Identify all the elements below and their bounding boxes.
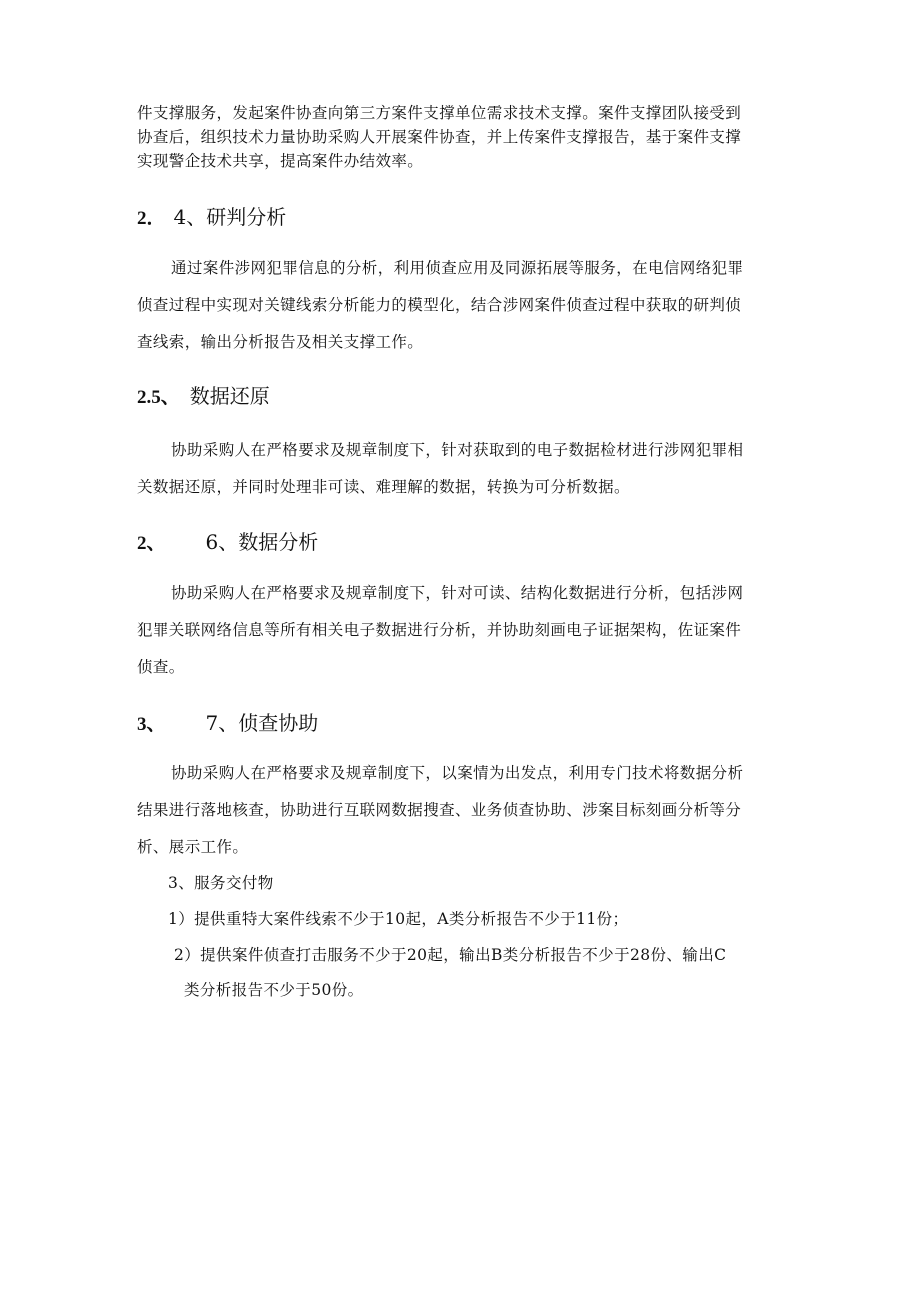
section-number: 2.5、 [137, 387, 180, 408]
paragraph-line: 实现警企技术共享，提高案件办结效率。 [137, 152, 424, 170]
section-paragraph [137, 432, 787, 506]
section-heading-2-4 [137, 203, 286, 233]
paragraph-line: 查线索，输出分析报告及相关支撑工作。 [137, 333, 424, 351]
paragraph-line: 侦查过程中实现对关键线索分析能力的模型化，结合涉网案件侦查过程中获取的研判侦 [137, 296, 742, 314]
paragraph-line: 协查后，组织技术力量协助采购人开展案件协查，并上传案件支撑报告，基于案件支撑 [137, 128, 742, 146]
paragraph-line: 协助采购人在严格要求及规章制度下，针对获取到的电子数据检材进行涉网犯罪相 [171, 441, 744, 459]
paragraph-line: 件支撑服务，发起案件协查向第三方案件支撑单位需求技术支撑。案件支撑团队接受到 [137, 104, 742, 122]
section-heading-3-7 [137, 709, 318, 739]
section-heading-2-5 [137, 382, 270, 412]
section-title: 4、研判分析 [173, 205, 287, 229]
deliverable-item-1: 1）提供重特大案件线索不少于10起，A类分析报告不少于11份； [168, 910, 629, 928]
paragraph-line: 犯罪关联网络信息等所有相关电子数据进行分析，并协助刻画电子证据架构，佐证案件 [137, 621, 742, 639]
intro-paragraph [137, 101, 787, 173]
paragraph-line: 协助采购人在严格要求及规章制度下，针对可读、结构化数据进行分析，包括涉网 [171, 584, 744, 602]
section-title: 6、数据分析 [205, 530, 319, 554]
section-number: 2、 [137, 533, 166, 554]
paragraph-line: 通过案件涉网犯罪信息的分析，利用侦查应用及同源拓展等服务，在电信网络犯罪 [171, 259, 744, 277]
section-title: 数据还原 [189, 384, 270, 408]
section-number: 2． [137, 208, 166, 229]
section-title: 7、侦查协助 [205, 711, 319, 735]
deliverable-item-2: 2）提供案件侦查打击服务不少于20起，输出B类分析报告不少于28份、输出C [174, 946, 727, 964]
section-paragraph [137, 755, 787, 866]
section-heading-2-6 [137, 528, 318, 558]
deliverable-item-2-continued: 类分析报告不少于50份。 [184, 981, 364, 999]
paragraph-line: 关数据还原，并同时处理非可读、难理解的数据，转换为可分析数据。 [137, 478, 630, 496]
paragraph-line: 协助采购人在严格要求及规章制度下，以案情为出发点，利用专门技术将数据分析 [171, 764, 744, 782]
paragraph-line: 结果进行落地核查，协助进行互联网数据搜查、业务侦查协助、涉案目标刻画分析等分 [137, 801, 742, 819]
section-paragraph [137, 250, 787, 361]
section-paragraph [137, 575, 787, 686]
section-number: 3、 [137, 714, 166, 735]
paragraph-line: 侦查。 [137, 658, 185, 676]
deliverables-heading: 3、服务交付物 [168, 874, 274, 892]
paragraph-line: 析、展示工作。 [137, 838, 249, 856]
